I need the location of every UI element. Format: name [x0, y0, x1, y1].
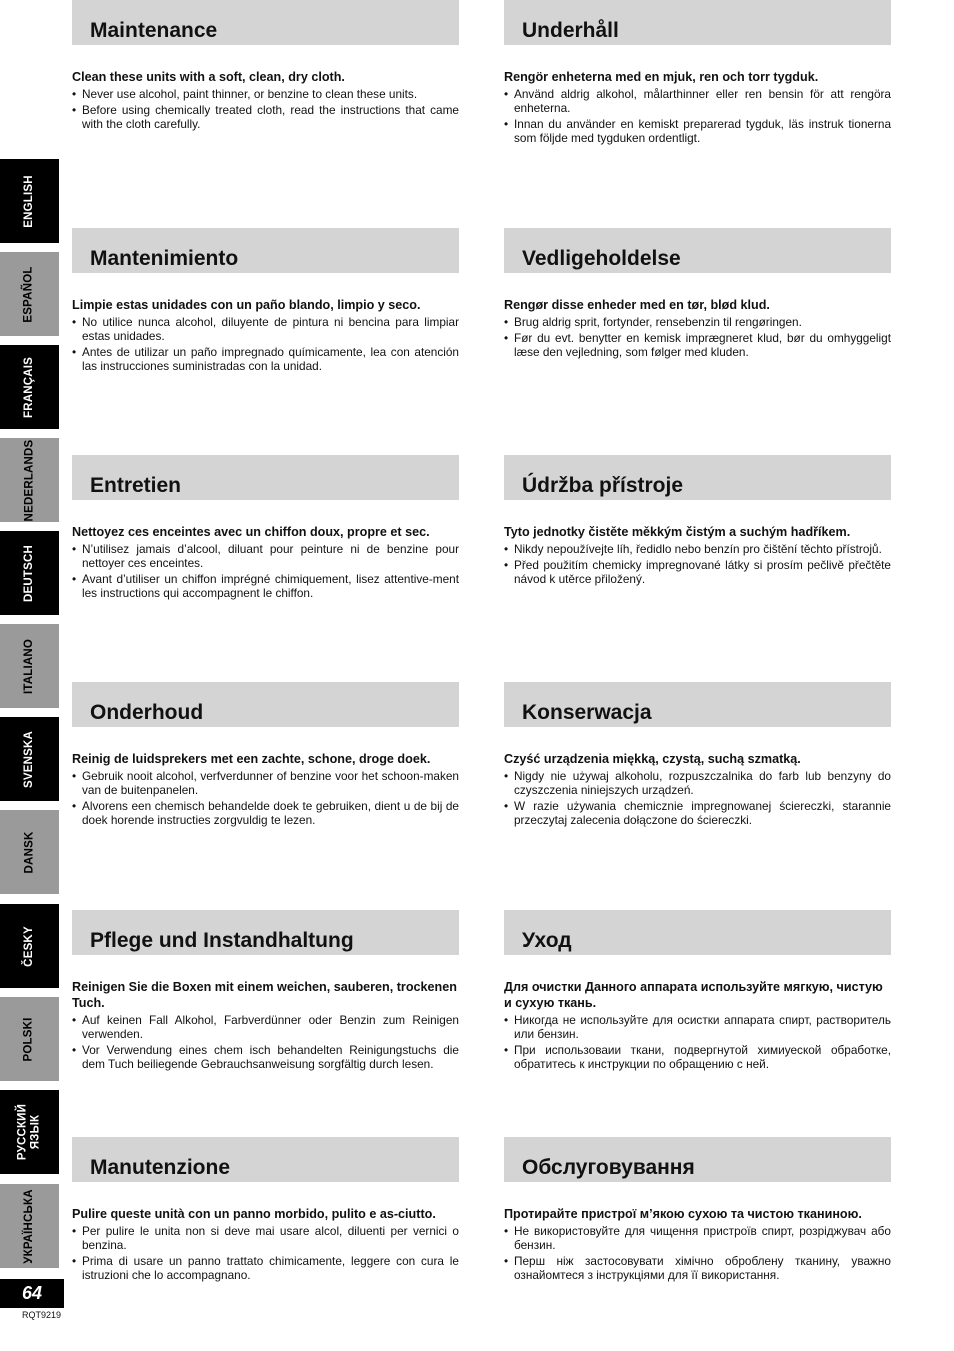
section-lead: Limpie estas unidades con un paño blando, limpio y seco.	[72, 298, 421, 312]
section-title: Mantenimiento	[90, 247, 239, 270]
language-tab-cesky[interactable]	[0, 904, 59, 988]
tab-label: POLSKI	[22, 1016, 35, 1062]
bullet-list	[504, 87, 891, 145]
bullet-list	[504, 1013, 891, 1071]
section-title: Konserwacja	[522, 701, 652, 724]
bullet-item: • N’utilisez jamais d’alcool, diluant pour peinture ni de benzine pour nettoyer ces enceintes.	[72, 542, 459, 570]
bullet-list	[72, 769, 459, 827]
language-tab-nederlands[interactable]	[0, 438, 59, 522]
bullet-item: • Vor Verwendung eines chem isch behandelten Reinigungstuchs die dem Tuch beiliegende Gebrauchsanweisung sorgfältig durch lesen.	[72, 1043, 459, 1071]
section-lead: Протирайте пристрої м’якою сухою та чистою тканиною.	[504, 1207, 862, 1221]
section-lead: Pulire queste unità con un panno morbido, pulito e as-ciutto.	[72, 1207, 436, 1221]
section-title: Vedligeholdelse	[522, 247, 681, 270]
tab-label: SVENSKA	[23, 730, 35, 788]
document-code: RQT9219	[22, 1310, 62, 1320]
section-title: Maintenance	[90, 19, 218, 42]
section-header	[504, 455, 891, 500]
bullet-item: • Avant d’utiliser un chiffon imprégné chimiquement, lisez attentive-ment les instructions qui accompagnent le chiffon.	[72, 572, 459, 600]
section-header	[72, 455, 459, 500]
bullet-item: • Не використовуйте для чищення пристроїв спирт, розріджувач або бензин.	[504, 1224, 891, 1252]
bullet-item: • Gebruik nooit alcohol, verfverdunner of benzine voor het schoon-maken van de buitenpanelen.	[72, 769, 459, 797]
language-tab-espanol[interactable]	[0, 252, 59, 336]
section-entretien	[72, 455, 459, 600]
section-udrzba	[504, 455, 891, 586]
section-lead: Rengør disse enheder med en tør, blød klud.	[504, 298, 770, 312]
language-tab-italiano[interactable]	[0, 624, 59, 708]
bullet-item: • Før du evt. benytter en kemisk imprægneret klud, bør du omhyggeligt læse den vejledning, som følger med kluden.	[504, 331, 891, 359]
language-tab-ukrainian[interactable]	[0, 1184, 59, 1268]
section-header	[72, 910, 459, 955]
section-lead: Nettoyez ces enceintes avec un chiffon doux, propre et sec.	[72, 525, 430, 539]
section-obsluhovuvannia	[504, 1137, 891, 1282]
section-header	[504, 910, 891, 955]
section-header	[504, 682, 891, 727]
section-manutenzione	[72, 1137, 459, 1282]
bullet-item: • No utilice nunca alcohol, diluyente de pintura ni bencina para limpiar estas unidades.	[72, 315, 459, 343]
language-tab-francais[interactable]	[0, 345, 59, 429]
tab-label: УКРАЇНСЬКА	[23, 1188, 36, 1264]
language-tab-deutsch[interactable]	[0, 531, 59, 615]
page-number: 64	[0, 1279, 64, 1308]
section-pflege	[72, 910, 459, 1071]
section-lead: Reinig de luidsprekers met een zachte, schone, droge doek.	[72, 752, 431, 766]
section-title: Underhåll	[522, 19, 619, 42]
section-title: Údržba přístroje	[522, 474, 684, 497]
tab-label: FRANÇAIS	[23, 356, 36, 418]
section-title: Обслуговування	[522, 1156, 695, 1179]
bullet-list	[504, 1224, 891, 1282]
section-title: Manutenzione	[90, 1156, 230, 1179]
bullet-item: • Brug aldrig sprit, fortynder, rensebenzin til rengøringen.	[504, 315, 891, 329]
tab-label: ESPAÑOL	[22, 265, 35, 323]
tab-label: ENGLISH	[22, 174, 35, 228]
section-title: Pflege und Instandhaltung	[90, 929, 354, 952]
bullet-item: • W razie używania chemicznie impregnowanej ściereczki, starannie przeczytaj zalecenia dołączone do ściereczki.	[504, 799, 891, 827]
section-header	[504, 1137, 891, 1182]
section-lead: Tyto jednotky čistěte měkkým čistým a suchým hadříkem.	[504, 525, 851, 539]
bullet-list	[504, 315, 891, 359]
section-header	[504, 0, 891, 45]
bullet-item: • Never use alcohol, paint thinner, or benzine to clean these units.	[72, 87, 459, 101]
bullet-item: • Prima di usare un panno trattato chimicamente, leggere con cura le istruzioni che lo accompagnano.	[72, 1254, 459, 1282]
section-title: Entretien	[90, 474, 182, 497]
bullet-item: • Innan du använder en kemiskt preparerad tygduk, läs instruk tionerna som följde med tygduken ordentligt.	[504, 117, 891, 145]
section-lead: Reinigen Sie die Boxen mit einem weichen, sauberen, trockenen Tuch.	[72, 980, 457, 1010]
section-title: Onderhoud	[90, 701, 204, 724]
bullet-list	[504, 769, 891, 827]
section-header	[72, 228, 459, 273]
section-header	[504, 228, 891, 273]
bullet-item: • Nikdy nepoužívejte líh, ředidlo nebo benzín pro čištění těchto přístrojů.	[504, 542, 891, 556]
section-header	[72, 682, 459, 727]
tab-label: DEUTSCH	[23, 544, 35, 602]
bullet-item: • Nigdy nie używaj alkoholu, rozpuszczalnika do farb lub benzyny do czyszczenia niniejszych urządzeń.	[504, 769, 891, 797]
language-tab-dansk[interactable]	[0, 810, 59, 894]
language-tab-svenska[interactable]	[0, 717, 59, 801]
language-tab-russian[interactable]	[0, 1090, 59, 1174]
language-tab-english[interactable]	[0, 159, 59, 243]
section-maintenance	[72, 0, 459, 131]
language-tab-polski[interactable]	[0, 997, 59, 1081]
bullet-list	[72, 542, 459, 600]
bullet-item: • Alvorens een chemisch behandelde doek te gebruiken, dient u de bij de doek horende instructies zorgvuldig te lezen.	[72, 799, 459, 827]
bullet-item: • Перш ніж застосовувати хімічно оброблену тканину, уважно ознайомтеся з інструкціями для її використання.	[504, 1254, 891, 1282]
bullet-item: • Никогда не используйте для осистки аппарата спирт, растворитель или бензин.	[504, 1013, 891, 1041]
bullet-list	[72, 87, 459, 131]
section-onderhoud	[72, 682, 459, 827]
bullet-list	[72, 1013, 459, 1071]
tab-label: NEDERLANDS	[23, 439, 35, 521]
section-lead: Rengör enheterna med en mjuk, ren och torr tygduk.	[504, 70, 819, 84]
tab-label: ČESKY	[23, 925, 35, 967]
bullet-item: • Per pulire le unita non si deve mai usare alcol, diluenti per vernici o benzina.	[72, 1224, 459, 1252]
bullet-item: • Använd aldrig alkohol, målarthinner eller ren bensin för att rengöra enheterna.	[504, 87, 891, 115]
bullet-item: • Antes de utilizar un paño impregnado químicamente, lea con atención las instrucciones suministradas con la unidad.	[72, 345, 459, 373]
section-lead: Czyść urządzenia miękką, czystą, suchą szmatką.	[504, 752, 801, 766]
section-lead: Для очистки Данного аппарата используйте мягкую, чистую и сухую ткань.	[504, 980, 883, 1010]
section-ukhod	[504, 910, 891, 1071]
section-konserwacja	[504, 682, 891, 827]
section-header	[72, 0, 459, 45]
bullet-list	[72, 315, 459, 373]
bullet-item: • Před použitím chemicky impregnované látky si prosím pečlivě přečtěte návod k utěrce přiložený.	[504, 558, 891, 586]
section-title: Уход	[522, 929, 572, 952]
bullet-item: • При использоваии ткани, подвергнутой химиуеской обработке, обратитесь к инструкции по обращению с ней.	[504, 1043, 891, 1071]
section-underhall	[504, 0, 891, 145]
section-vedligeholdelse	[504, 228, 891, 359]
section-mantenimiento	[72, 228, 459, 373]
bullet-list	[504, 542, 891, 586]
tab-label: РУССКИЙ ЯЗЫК	[16, 1103, 42, 1161]
section-header	[72, 1137, 459, 1182]
bullet-item: • Before using chemically treated cloth, read the instructions that came with the cloth carefully.	[72, 103, 459, 131]
tab-label: DANSK	[22, 831, 35, 873]
bullet-list	[72, 1224, 459, 1282]
section-lead: Clean these units with a soft, clean, dry cloth.	[72, 70, 345, 84]
bullet-item: • Auf keinen Fall Alkohol, Farbverdünner oder Benzin zum Reinigen verwenden.	[72, 1013, 459, 1041]
tab-label: ITALIANO	[22, 638, 35, 694]
